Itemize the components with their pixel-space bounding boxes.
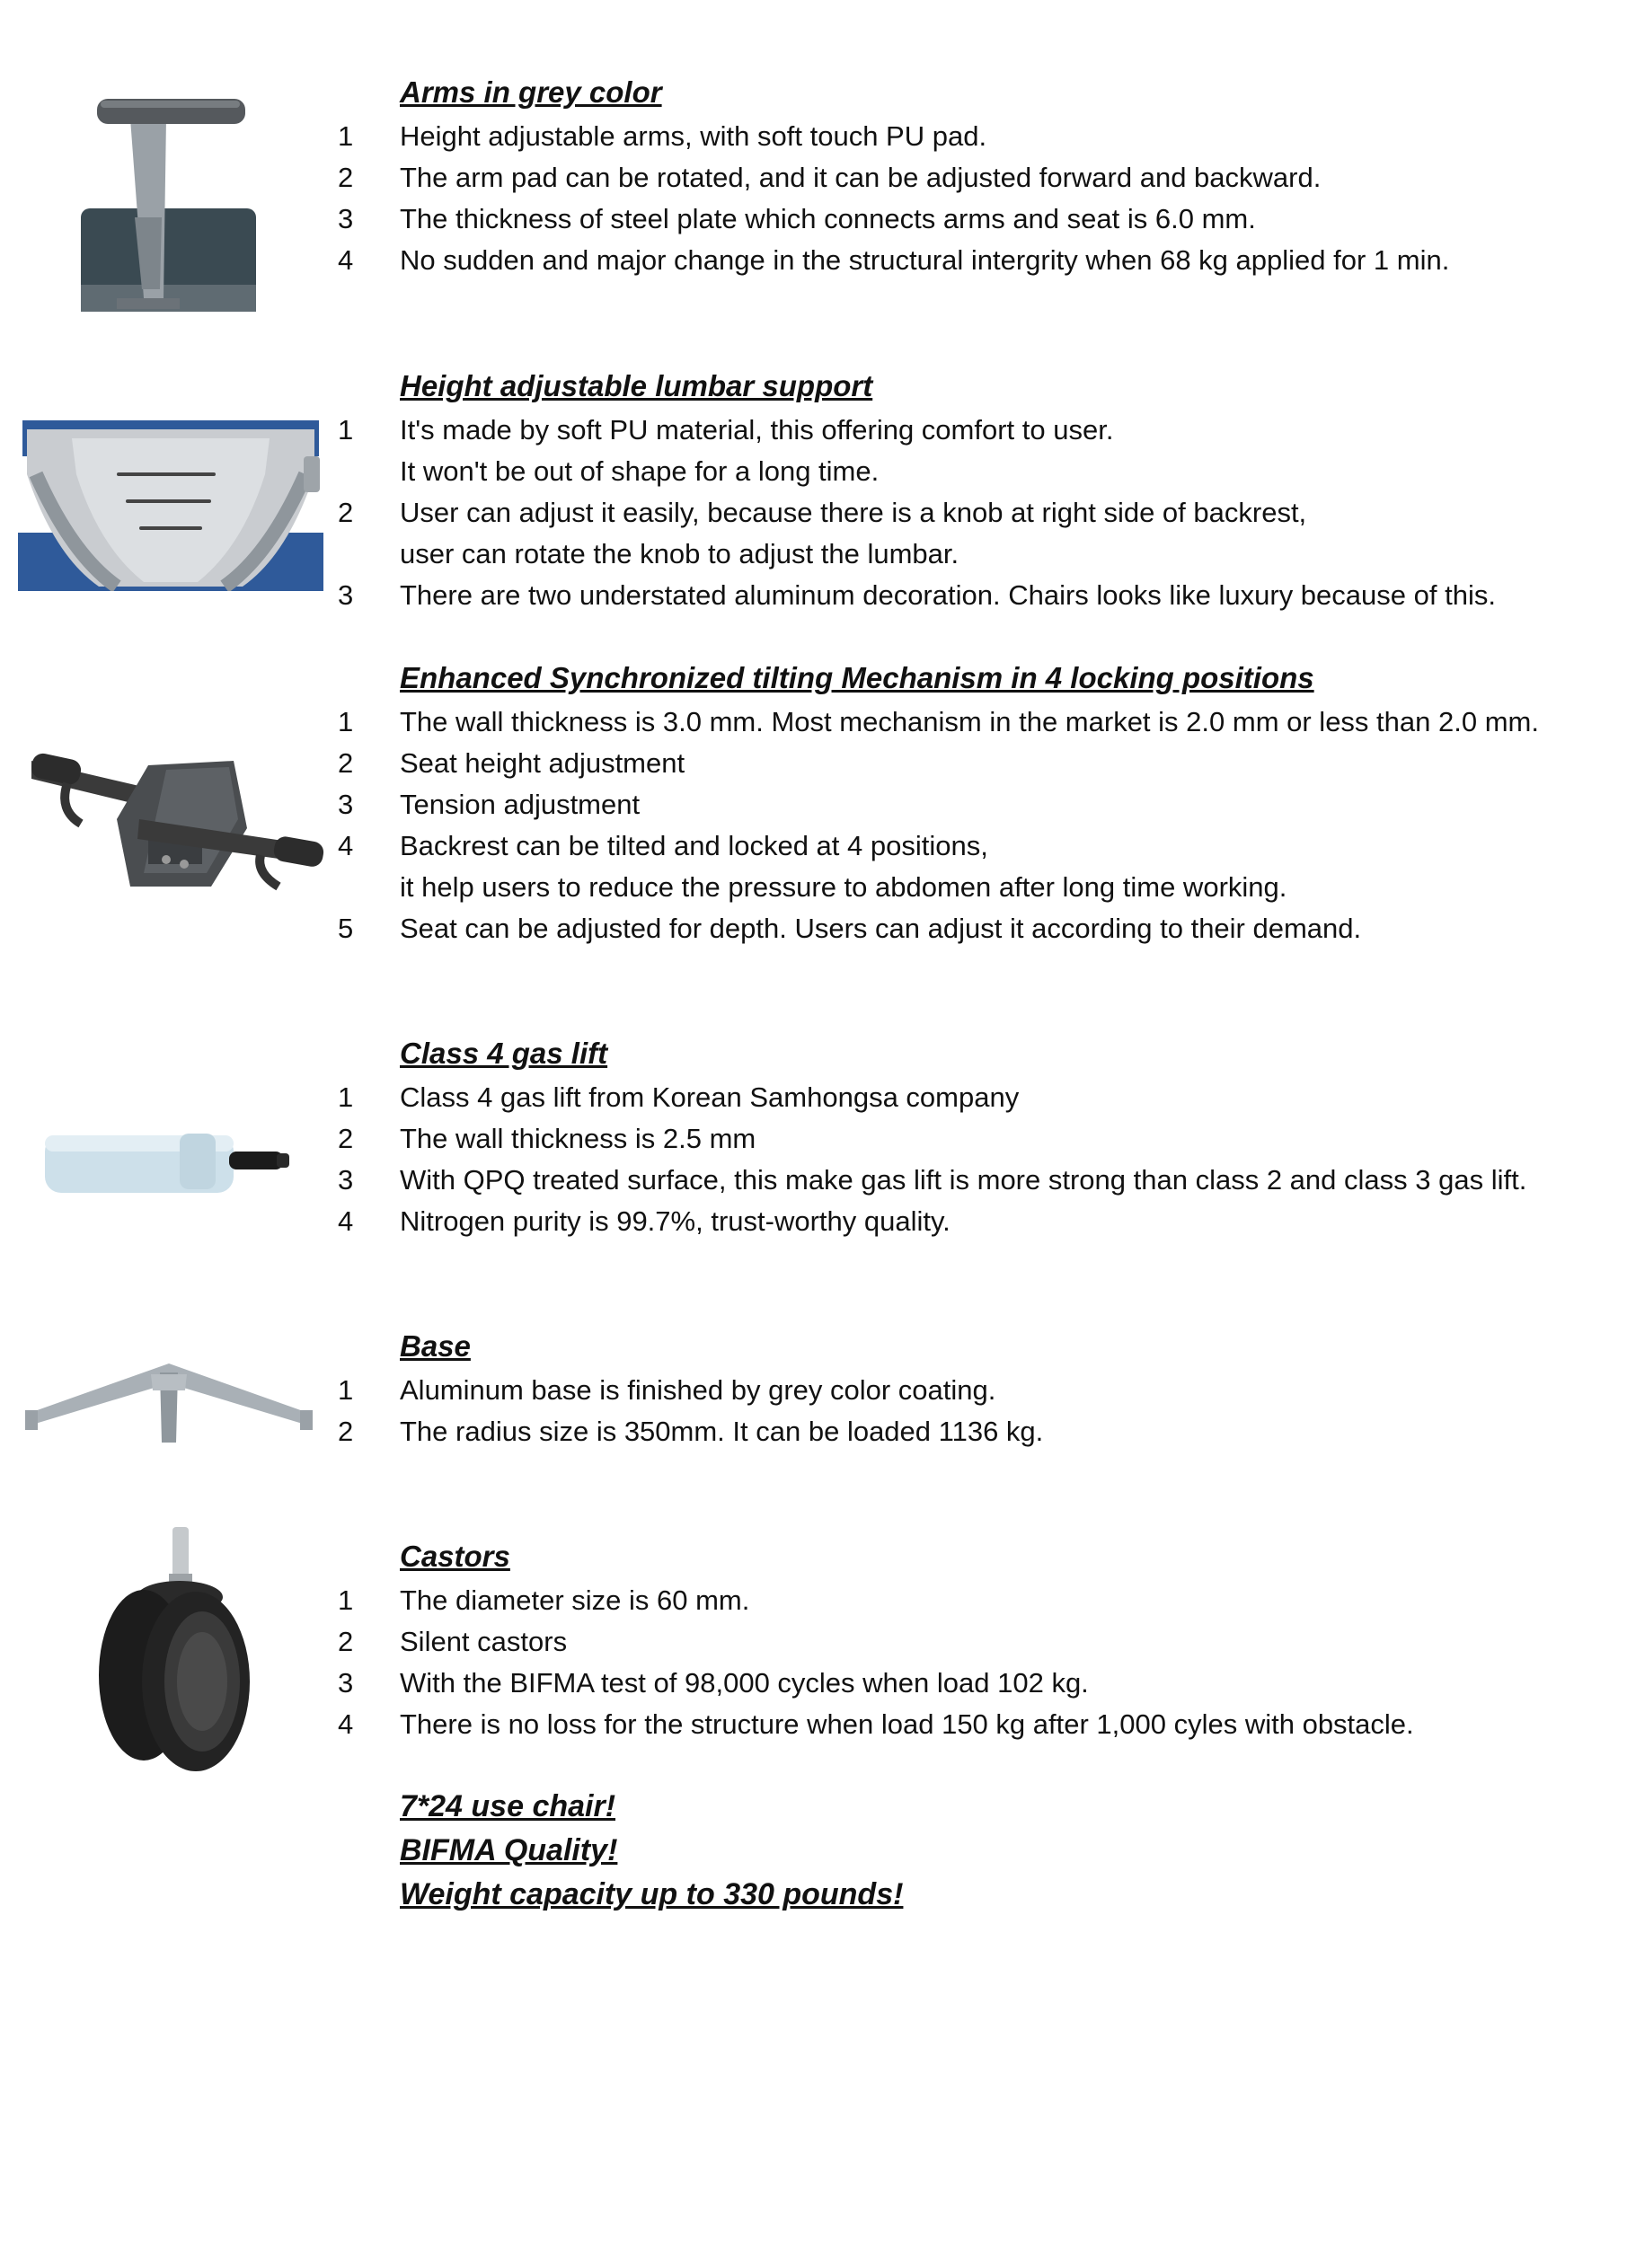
- list-item: [0, 1083, 1627, 1125]
- item-number: 2: [338, 1123, 354, 1154]
- list-item: [0, 790, 1627, 832]
- item-text: Seat height adjustment: [400, 747, 685, 779]
- item-text: The wall thickness is 3.0 mm. Most mechanism in the market is 2.0 mm or less than 2.0 mm.: [400, 706, 1539, 737]
- item-number: 4: [338, 1205, 354, 1237]
- item-text: There are two understated aluminum decoration. Chairs looks like luxury because of this.: [400, 579, 1496, 611]
- item-text: The wall thickness is 2.5 mm: [400, 1123, 756, 1154]
- item-number: 5: [338, 913, 354, 944]
- section-title: Enhanced Synchronized tilting Mechanism in 4 locking positions: [400, 661, 1314, 694]
- item-text: Tension adjustment: [400, 789, 641, 820]
- item-number: 2: [338, 1626, 354, 1657]
- list-item: [0, 205, 1627, 246]
- item-number: 1: [338, 120, 354, 152]
- list-item: [0, 1628, 1627, 1669]
- item-number: 2: [338, 162, 354, 193]
- item-number: 3: [338, 1667, 354, 1699]
- list-item: [0, 1125, 1627, 1166]
- list-item: [0, 914, 1627, 956]
- section-title: Base: [400, 1329, 471, 1363]
- list-item: [0, 416, 1627, 457]
- slogan-text: Weight capacity up to 330 pounds!: [400, 1877, 904, 1911]
- item-number: 1: [338, 1081, 354, 1113]
- item-text: With QPQ treated surface, this make gas lift is more strong than class 2 and class 3 gas lift.: [400, 1164, 1527, 1196]
- item-number: 2: [338, 1416, 354, 1447]
- item-number: 4: [338, 1708, 354, 1740]
- list-item: [0, 457, 1627, 499]
- section-title: Class 4 gas lift: [400, 1037, 608, 1070]
- list-item: [0, 832, 1627, 873]
- list-item: [0, 1669, 1627, 1710]
- item-text: Backrest can be tilted and locked at 4 positions,: [400, 830, 988, 861]
- item-text: It's made by soft PU material, this offering comfort to user.: [400, 414, 1114, 446]
- item-number: 1: [338, 1374, 354, 1406]
- item-number: 4: [338, 830, 354, 861]
- item-number: 3: [338, 1164, 354, 1196]
- list-item: [0, 873, 1627, 914]
- item-text: The thickness of steel plate which connects arms and seat is 6.0 mm.: [400, 203, 1256, 234]
- item-number: 2: [338, 497, 354, 528]
- item-number: 2: [338, 747, 354, 779]
- item-text: Class 4 gas lift from Korean Samhongsa company: [400, 1081, 1020, 1113]
- slogan-text: BIFMA Quality!: [400, 1833, 618, 1867]
- list-item: [0, 1710, 1627, 1752]
- item-number: 3: [338, 579, 354, 611]
- item-number: 3: [338, 203, 354, 234]
- item-text: The arm pad can be rotated, and it can be adjusted forward and backward.: [400, 162, 1322, 193]
- list-item: [0, 581, 1627, 622]
- list-item: [0, 246, 1627, 287]
- section-title: Castors: [400, 1540, 510, 1573]
- list-item: [0, 122, 1627, 163]
- list-item: [0, 1417, 1627, 1459]
- item-text: There is no loss for the structure when load 150 kg after 1,000 cyles with obstacle.: [400, 1708, 1414, 1740]
- list-item: [0, 1207, 1627, 1249]
- item-text: Height adjustable arms, with soft touch PU pad.: [400, 120, 987, 152]
- list-item: [0, 540, 1627, 581]
- item-text: Seat can be adjusted for depth. Users can adjust it according to their demand.: [400, 913, 1362, 944]
- item-text: Nitrogen purity is 99.7%, trust-worthy quality.: [400, 1205, 951, 1237]
- item-number: 1: [338, 1584, 354, 1616]
- list-item: [0, 163, 1627, 205]
- section-title: Arms in grey color: [400, 75, 662, 109]
- item-text: With the BIFMA test of 98,000 cycles when load 102 kg.: [400, 1667, 1089, 1699]
- list-item: [0, 1586, 1627, 1628]
- section-title: Height adjustable lumbar support: [400, 369, 873, 402]
- list-item: [0, 708, 1627, 749]
- list-item: [0, 1376, 1627, 1417]
- slogan-text: 7*24 use chair!: [400, 1789, 616, 1823]
- item-text: No sudden and major change in the structural intergrity when 68 kg applied for 1 min.: [400, 244, 1450, 276]
- item-text: Aluminum base is finished by grey color coating.: [400, 1374, 996, 1406]
- list-item: [0, 499, 1627, 540]
- item-text: Silent castors: [400, 1626, 568, 1657]
- item-text: User can adjust it easily, because there is a knob at right side of backrest,: [400, 497, 1307, 528]
- item-text: The radius size is 350mm. It can be loaded 1136 kg.: [400, 1416, 1044, 1447]
- item-text: user can rotate the knob to adjust the lumbar.: [400, 538, 959, 569]
- item-number: 1: [338, 706, 354, 737]
- item-text: The diameter size is 60 mm.: [400, 1584, 750, 1616]
- list-item: [0, 1166, 1627, 1207]
- item-number: 4: [338, 244, 354, 276]
- item-text: it help users to reduce the pressure to abdomen after long time working.: [400, 871, 1287, 903]
- list-item: [0, 749, 1627, 790]
- item-number: 3: [338, 789, 354, 820]
- item-text: It won't be out of shape for a long time.: [400, 455, 880, 487]
- item-number: 1: [338, 414, 354, 446]
